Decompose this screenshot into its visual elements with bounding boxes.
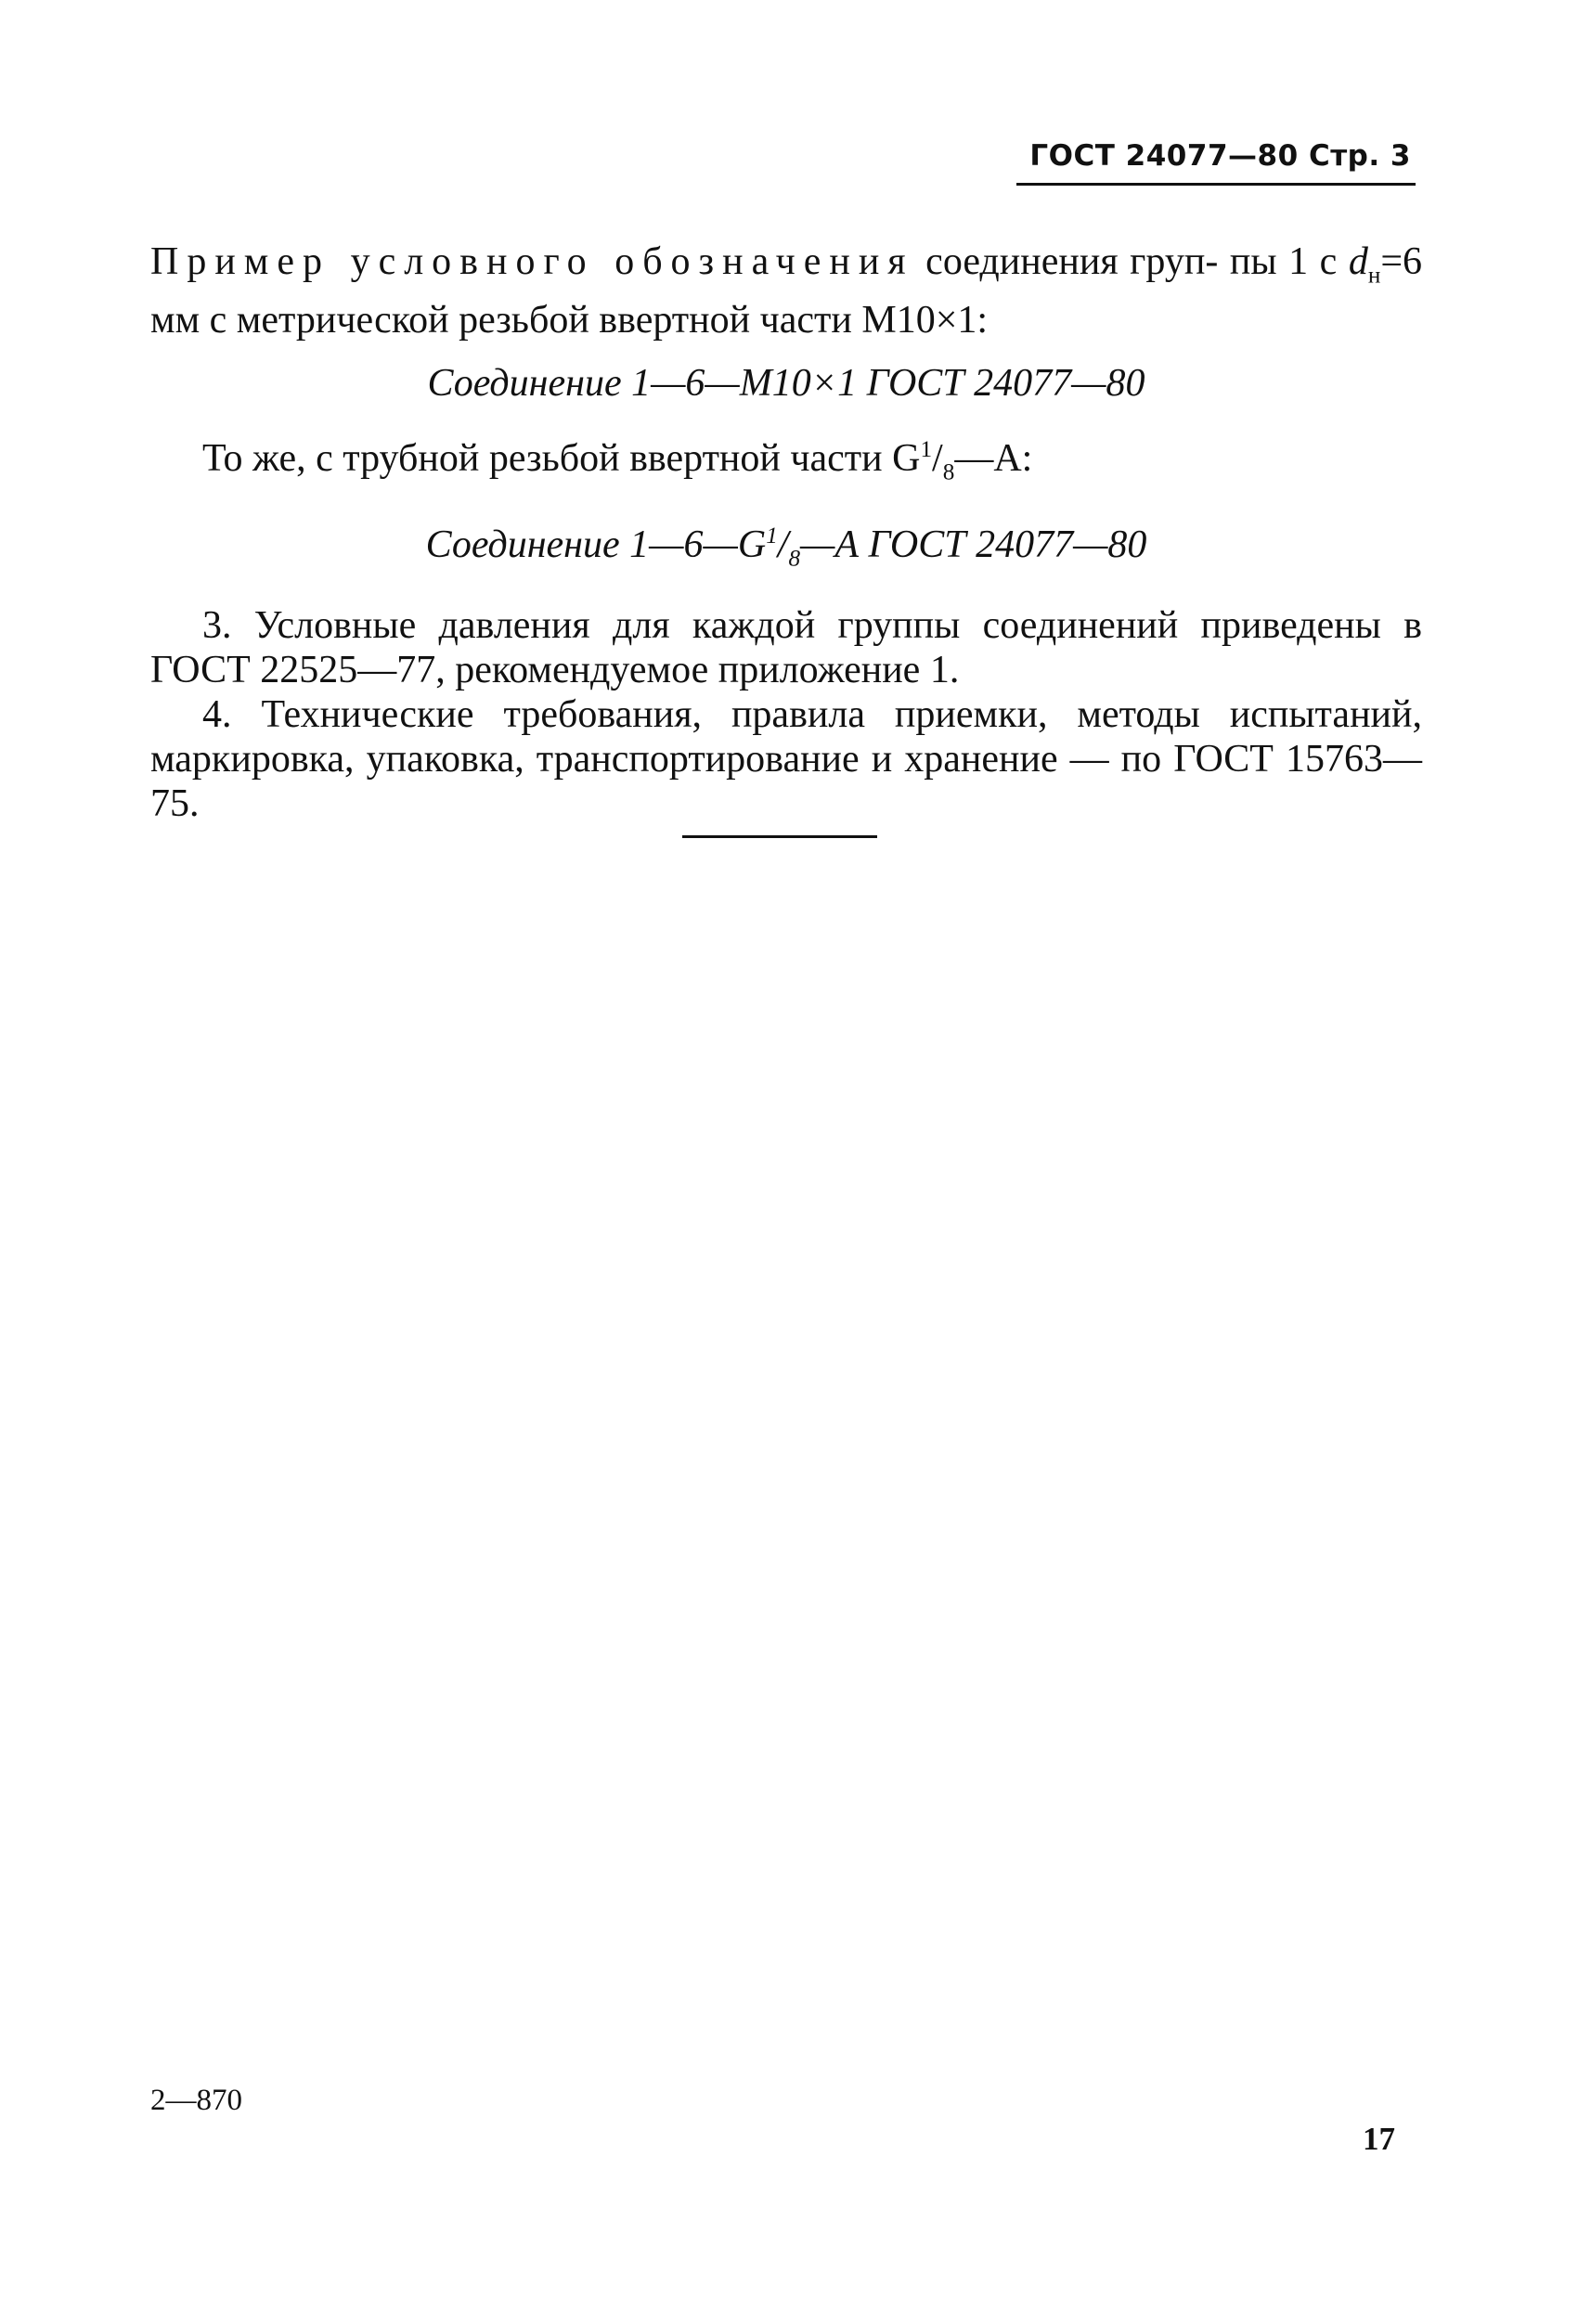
- same-b: /: [932, 437, 943, 481]
- same-paragraph: [150, 428, 1422, 495]
- formula2-c: —А ГОСТ 24077—80: [800, 523, 1147, 566]
- header-rule: [1016, 183, 1416, 186]
- section-end-rule: [682, 835, 877, 838]
- example-line2-b: =6 мм с метрической резьбой ввертной части М10×1:: [150, 240, 1422, 342]
- footer-code: 2—870: [150, 2084, 242, 2117]
- formula2-sup: 1: [766, 523, 778, 549]
- same-sub: 8: [942, 459, 955, 485]
- formula2-b: /: [777, 523, 789, 566]
- formula2-sub: 8: [788, 546, 801, 572]
- formula-2: [150, 514, 1422, 581]
- example-title: Пример условного обозначения: [150, 240, 914, 283]
- item-4: 4. Технические требования, правила приемки, методы испытаний, маркировка, упаковка, транспортирование и хранение — по ГОСТ 15763—75.: [150, 693, 1422, 826]
- item-3: 3. Условные давления для каждой группы соединений приведены в ГОСТ 22525—77, рекомендуемое приложение 1.: [150, 604, 1422, 692]
- header-doc-ref: ГОСТ 24077—80 Стр. 3: [1029, 139, 1411, 173]
- formula2-a: Соединение 1—6—G: [425, 523, 767, 566]
- same-a: То же, с трубной резьбой ввертной части G: [202, 437, 921, 481]
- same-c: —А:: [954, 437, 1033, 481]
- example-line1-rest: соединения груп-: [925, 240, 1219, 283]
- example-line2-a: пы 1 с: [1229, 240, 1349, 283]
- same-sup: 1: [920, 437, 933, 463]
- example-d: d: [1348, 240, 1368, 283]
- example-paragraph: [150, 239, 1422, 342]
- page-number: 17: [1363, 2121, 1395, 2157]
- body-text: [150, 239, 1422, 826]
- example-sub: н: [1367, 263, 1381, 289]
- formula-1: Соединение 1—6—М10×1 ГОСТ 24077—80: [427, 362, 1145, 406]
